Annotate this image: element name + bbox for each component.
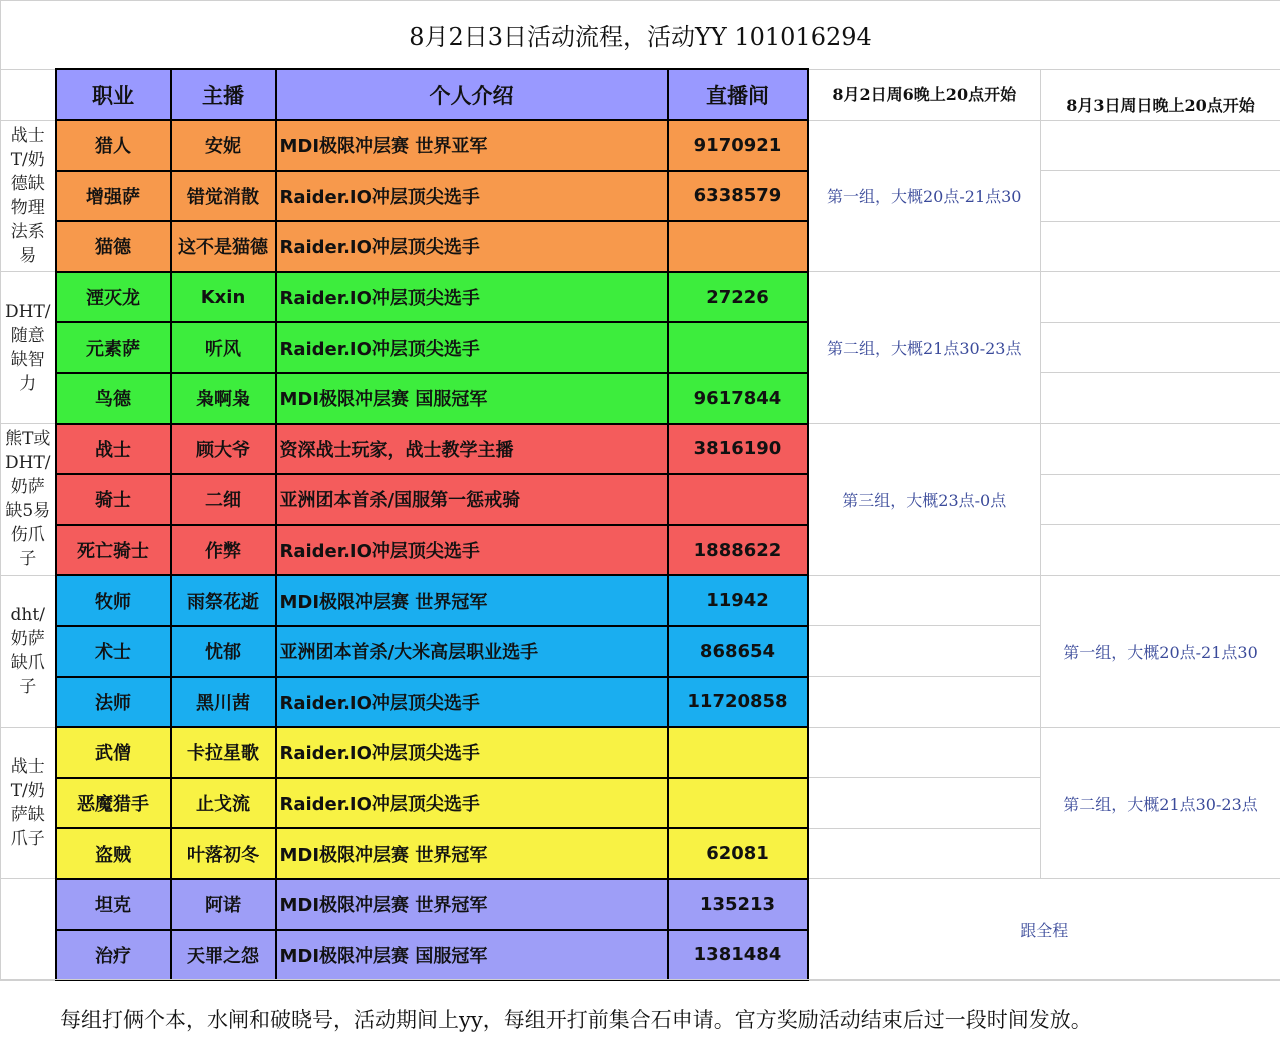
job-cell[interactable]: 猎人 xyxy=(56,120,171,171)
streamer-cell[interactable]: 错觉消散 xyxy=(171,171,276,222)
room-cell[interactable]: 27226 xyxy=(668,272,808,323)
streamer-cell[interactable]: 雨祭花逝 xyxy=(171,575,276,626)
table-row xyxy=(1,373,1280,424)
streamer-cell[interactable]: 天罪之怨 xyxy=(171,930,276,981)
room-cell[interactable]: 135213 xyxy=(668,879,808,930)
intro-cell[interactable]: MDI极限冲层赛 世界冠军 xyxy=(276,879,668,930)
streamer-cell[interactable]: 忧郁 xyxy=(171,626,276,677)
day2-empty xyxy=(1041,373,1280,424)
table-row xyxy=(1,879,1280,930)
header-intro: 个人介绍 xyxy=(276,69,668,120)
table-row xyxy=(1,424,1280,475)
job-cell[interactable]: 骑士 xyxy=(56,474,171,525)
group-label: dht/奶萨缺爪子 xyxy=(1,575,56,727)
job-cell[interactable]: 战士 xyxy=(56,424,171,475)
streamer-cell[interactable]: 作弊 xyxy=(171,525,276,576)
room-cell[interactable]: 3816190 xyxy=(668,424,808,475)
header-day2: 8月3日周日晚上20点开始 xyxy=(1041,69,1280,120)
room-cell[interactable]: 11942 xyxy=(668,575,808,626)
job-cell[interactable]: 恶魔猎手 xyxy=(56,778,171,829)
table-row xyxy=(1,171,1280,222)
day2-empty xyxy=(1041,120,1280,171)
streamer-cell[interactable]: 听风 xyxy=(171,322,276,373)
table-row xyxy=(1,474,1280,525)
intro-cell[interactable]: 资深战士玩家，战士教学主播 xyxy=(276,424,668,475)
table-row xyxy=(1,272,1280,323)
group-label: 战士T/奶萨缺爪子 xyxy=(1,727,56,879)
room-cell[interactable]: 11720858 xyxy=(668,677,808,728)
intro-cell[interactable]: MDI极限冲层赛 国服冠军 xyxy=(276,930,668,981)
day1-empty xyxy=(808,575,1041,626)
intro-cell[interactable]: Raider.IO冲层顶尖选手 xyxy=(276,525,668,576)
day2-empty xyxy=(1041,171,1280,222)
intro-cell[interactable]: Raider.IO冲层顶尖选手 xyxy=(276,171,668,222)
intro-cell[interactable]: 亚洲团本首杀/国服第一惩戒骑 xyxy=(276,474,668,525)
day1-empty xyxy=(808,828,1041,879)
day1-empty xyxy=(808,778,1041,829)
group-label xyxy=(1,879,56,980)
day2-empty xyxy=(1041,322,1280,373)
intro-cell[interactable]: MDI极限冲层赛 国服冠军 xyxy=(276,373,668,424)
room-cell[interactable] xyxy=(668,322,808,373)
header-streamer: 主播 xyxy=(171,69,276,120)
day1-empty xyxy=(808,727,1041,778)
job-cell[interactable]: 增强萨 xyxy=(56,171,171,222)
day2-slot: 第一组，大概20点-21点30 xyxy=(1041,575,1280,727)
job-cell[interactable]: 死亡骑士 xyxy=(56,525,171,576)
intro-cell[interactable]: Raider.IO冲层顶尖选手 xyxy=(276,322,668,373)
day2-empty xyxy=(1041,424,1280,475)
room-cell[interactable] xyxy=(668,727,808,778)
table-row xyxy=(1,221,1280,272)
intro-cell[interactable]: MDI极限冲层赛 世界亚军 xyxy=(276,120,668,171)
streamer-cell[interactable]: 卡拉星歌 xyxy=(171,727,276,778)
job-cell[interactable]: 治疗 xyxy=(56,930,171,981)
intro-cell[interactable]: 亚洲团本首杀/大米高层职业选手 xyxy=(276,626,668,677)
streamer-cell[interactable]: 这不是猫德 xyxy=(171,221,276,272)
room-cell[interactable]: 1888622 xyxy=(668,525,808,576)
streamer-cell[interactable]: Kxin xyxy=(171,272,276,323)
job-cell[interactable]: 武僧 xyxy=(56,727,171,778)
header-room: 直播间 xyxy=(668,69,808,120)
room-cell[interactable]: 9617844 xyxy=(668,373,808,424)
intro-cell[interactable]: MDI极限冲层赛 世界冠军 xyxy=(276,575,668,626)
streamer-cell[interactable]: 止戈流 xyxy=(171,778,276,829)
intro-cell[interactable]: Raider.IO冲层顶尖选手 xyxy=(276,778,668,829)
intro-cell[interactable]: Raider.IO冲层顶尖选手 xyxy=(276,727,668,778)
header-job: 职业 xyxy=(56,69,171,120)
day1-slot: 第二组，大概21点30-23点 xyxy=(808,272,1041,424)
streamer-cell[interactable]: 枭啊枭 xyxy=(171,373,276,424)
sheet-title: 8月2日3日活动流程，活动YY 101016294 xyxy=(1,1,1280,70)
room-cell[interactable]: 6338579 xyxy=(668,171,808,222)
header-day1: 8月2日周6晚上20点开始 xyxy=(808,69,1041,120)
footer-note: 每组打俩个本，水闸和破晓号，活动期间上yy，每组开打前集合石申请。官方奖励活动结束后过一段时间发放。 xyxy=(60,1007,1092,1032)
streamer-cell[interactable]: 阿诺 xyxy=(171,879,276,930)
table-row xyxy=(1,322,1280,373)
table-row xyxy=(1,575,1280,626)
room-cell[interactable]: 868654 xyxy=(668,626,808,677)
streamer-cell[interactable]: 叶落初冬 xyxy=(171,828,276,879)
table-row xyxy=(1,120,1280,171)
streamer-cell[interactable]: 安妮 xyxy=(171,120,276,171)
day2-empty xyxy=(1041,474,1280,525)
day2-slot: 第二组，大概21点30-23点 xyxy=(1041,727,1280,879)
day1-empty xyxy=(808,677,1041,728)
job-cell[interactable]: 猫德 xyxy=(56,221,171,272)
room-cell[interactable] xyxy=(668,474,808,525)
room-cell[interactable]: 62081 xyxy=(668,828,808,879)
day2-empty xyxy=(1041,525,1280,576)
blank-header xyxy=(1,69,56,120)
table-row xyxy=(1,525,1280,576)
group-label: 熊T或DHT/奶萨缺5易伤爪子 xyxy=(1,424,56,576)
job-cell[interactable]: 鸟德 xyxy=(56,373,171,424)
streamer-cell[interactable]: 二细 xyxy=(171,474,276,525)
job-cell[interactable]: 盗贼 xyxy=(56,828,171,879)
job-cell[interactable]: 牧师 xyxy=(56,575,171,626)
group-label: DHT/随意缺智力 xyxy=(1,272,56,424)
room-cell[interactable] xyxy=(668,221,808,272)
intro-cell[interactable]: Raider.IO冲层顶尖选手 xyxy=(276,272,668,323)
intro-cell[interactable]: MDI极限冲层赛 世界冠军 xyxy=(276,828,668,879)
room-cell[interactable]: 1381484 xyxy=(668,930,808,981)
job-cell[interactable]: 湮灭龙 xyxy=(56,272,171,323)
room-cell[interactable] xyxy=(668,778,808,829)
job-cell[interactable]: 元素萨 xyxy=(56,322,171,373)
table-row xyxy=(1,727,1280,778)
full-session: 跟全程 xyxy=(808,879,1280,980)
job-cell[interactable]: 法师 xyxy=(56,677,171,728)
job-cell[interactable]: 坦克 xyxy=(56,879,171,930)
day1-slot: 第一组，大概20点-21点30 xyxy=(808,120,1041,272)
streamer-cell[interactable]: 黑川茜 xyxy=(171,677,276,728)
day1-empty xyxy=(808,626,1041,677)
room-cell[interactable]: 9170921 xyxy=(668,120,808,171)
group-label: 战士T/奶德缺物理法系易 xyxy=(1,120,56,272)
day2-empty xyxy=(1041,272,1280,323)
day1-slot: 第三组，大概23点-0点 xyxy=(808,424,1041,576)
intro-cell[interactable]: Raider.IO冲层顶尖选手 xyxy=(276,677,668,728)
day2-empty xyxy=(1041,221,1280,272)
job-cell[interactable]: 术士 xyxy=(56,626,171,677)
streamer-cell[interactable]: 顾大爷 xyxy=(171,424,276,475)
intro-cell[interactable]: Raider.IO冲层顶尖选手 xyxy=(276,221,668,272)
